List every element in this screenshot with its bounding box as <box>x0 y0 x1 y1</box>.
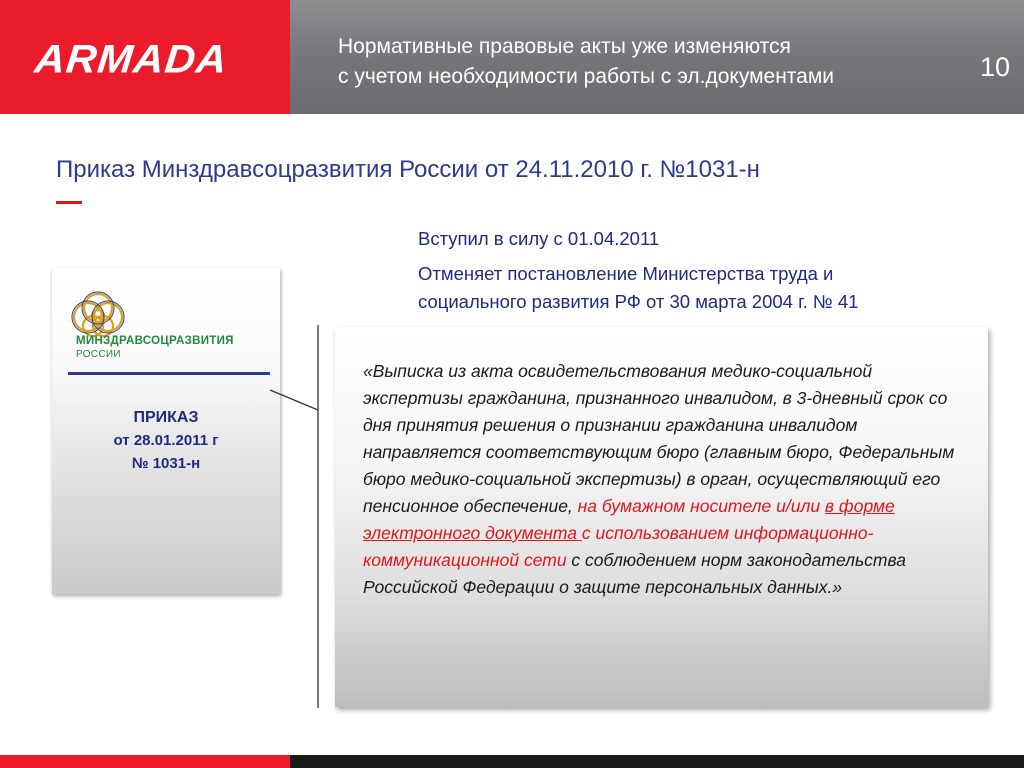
callout-connector <box>270 320 330 720</box>
order-number: № 1031-н <box>131 455 201 472</box>
quote-part-2: с соблюдением норм законодательства Российской Федерации о защите персональных данных.» <box>363 550 906 597</box>
order-heading: Приказ Минздравсоцразвития России от 24.11.2010 г. №1031-н <box>56 156 760 183</box>
order-date: от 28.01.2011 г <box>113 432 219 449</box>
quote-box <box>335 327 988 707</box>
cancels-text <box>418 260 998 316</box>
slide-header <box>0 0 1024 114</box>
footer-bar <box>0 755 1024 768</box>
order-document-card <box>52 268 280 594</box>
quote-text <box>363 358 973 601</box>
order-info <box>52 406 280 475</box>
effective-date-text: Вступил в силу с 01.04.2011 <box>418 228 660 249</box>
header-title-area <box>290 0 1024 114</box>
header-title-line-1: Нормативные правовые акты уже изменяются <box>338 35 791 58</box>
ministry-name: МИНЗДРАВСОЦРАЗВИТИЯ <box>76 335 234 347</box>
heading-accent-dash <box>56 201 82 204</box>
quote-red-underlined: в форме электронного документа <box>363 496 895 543</box>
header-title-line-2: с учетом необходимости работы с эл.документами <box>338 65 835 88</box>
quote-part-1: «Выписка из акта освидетельствования медико-социальной экспертизы гражданина, признанного инвалидом, в 3-дневный срок со дня принятия решения о признании гражданина инвалидом направляется соответствующим бюро (главным бюро, Федеральным бюро медико-социальной экспертизы) в орган, осуществляющий его пенсионное обеспечение, <box>363 361 955 516</box>
cancels-line-1: Отменяет постановление Министерства труда и <box>418 263 834 284</box>
order-title: ПРИКАЗ <box>133 409 199 426</box>
footer-red-segment <box>0 755 290 768</box>
brand-name: ARMADA <box>32 36 230 81</box>
quote-red-1: на бумажном носителе и/или <box>577 496 825 516</box>
ministry-country: РОССИИ <box>76 349 121 360</box>
slide-number: 10 <box>979 52 1010 82</box>
footer-dark-segment <box>290 755 1024 768</box>
logo-underline <box>68 372 270 375</box>
header-title <box>338 32 958 92</box>
quote-red-2: с использованием информационно-коммуникационной сети <box>363 523 874 570</box>
cancels-line-2: социального развития РФ от 30 марта 2004 г. № 41 <box>418 291 859 312</box>
brand-logo <box>0 0 290 114</box>
